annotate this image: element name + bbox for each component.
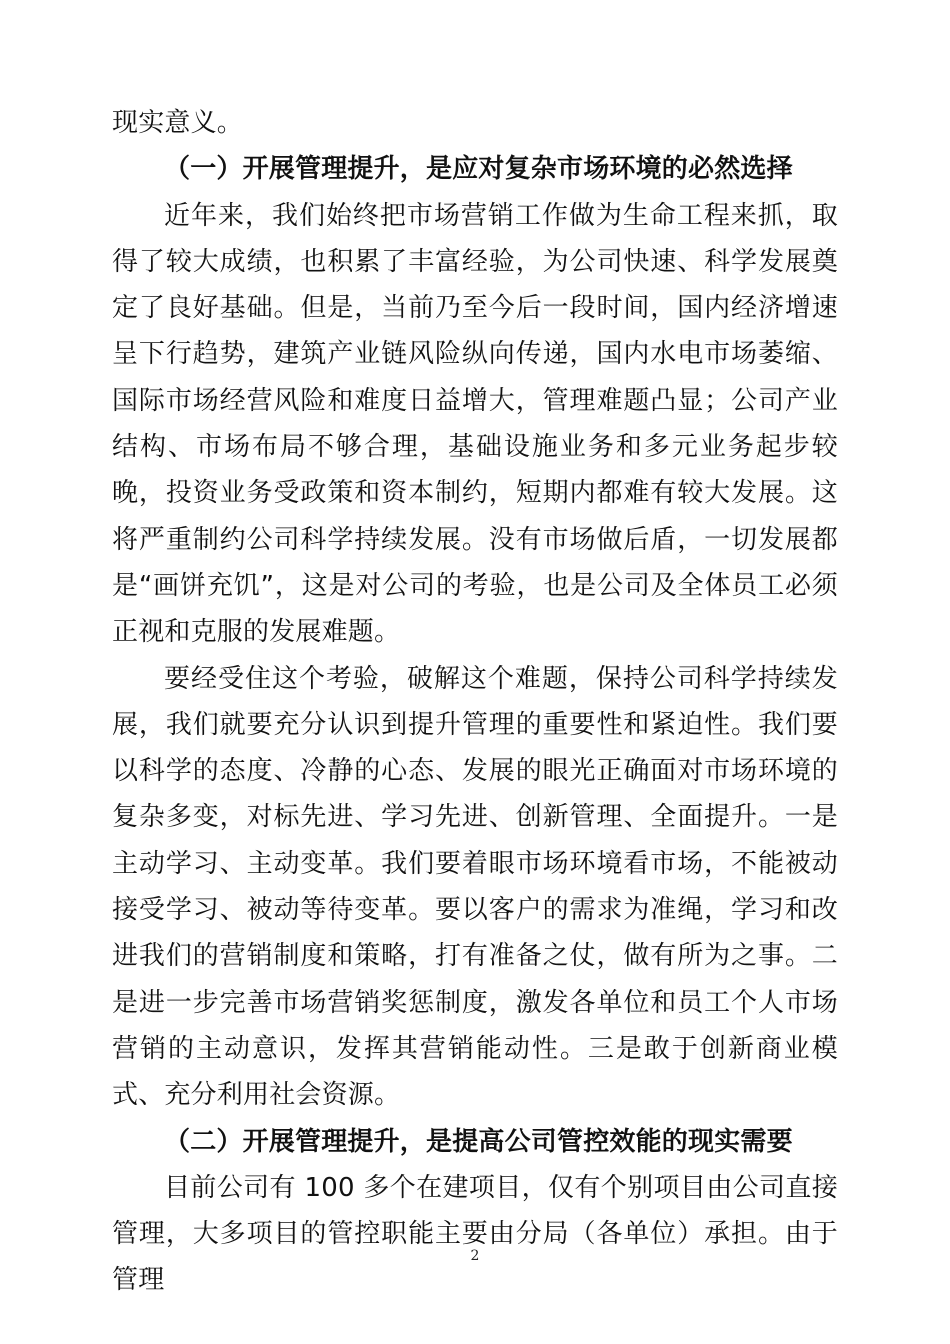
section-heading-2: （二）开展管理提升，是提高公司管控效能的现实需要 [164,1126,793,1157]
section-heading-1: （一）开展管理提升，是应对复杂市场环境的必然选择 [164,154,793,185]
page-number: 2 [470,1248,480,1264]
document-page [112,100,838,1304]
body-paragraph: 近年来，我们始终把市场营销工作做为生命工程来抓，取得了较大成绩，也积累了丰富经验，为公司快速、科学发展奠定了良好基础。但是，当前乃至今后一段时间，国内经济增速呈下行趋势，建筑产业链风险纵向传递，国内水电市场萎缩、国际市场经营风险和难度日益增大，管理难题凸显；公司产业结构、市场布局不够合理，基础设施业务和多元业务起步较晚，投资业务受政策和资本制约，短期内都难有较大发展。这将严重制约公司科学持续发展。没有市场做后盾，一切发展都是“画饼充饥”，这是对公司的考验，也是公司及全体员工必须正视和克服的发展难题。 [112,200,838,648]
body-paragraph-continuation: 现实意义。 [112,108,244,138]
body-paragraph: 要经受住这个考验，破解这个难题，保持公司科学持续发展，我们就要充分认识到提升管理的重要性和紧迫性。我们要以科学的态度、冷静的心态、发展的眼光正确面对市场环境的复杂多变，对标先进、学习先进、创新管理、全面提升。一是主动学习、主动变革。我们要着眼市场环境看市场，不能被动接受学习、被动等待变革。要以客户的需求为准绳，学习和改进我们的营销制度和策略，打有准备之仗，做有所为之事。二是进一步完善市场营销奖惩制度，激发各单位和员工个人市场营销的主动意识，发挥其营销能动性。三是敢于创新商业模式、充分利用社会资源。 [112,663,838,1111]
body-paragraph: 目前公司有 100 多个在建项目，仅有个别项目由公司直接管理，大多项目的管控职能主要由分局（各单位）承担。由于管理 [112,1172,838,1296]
